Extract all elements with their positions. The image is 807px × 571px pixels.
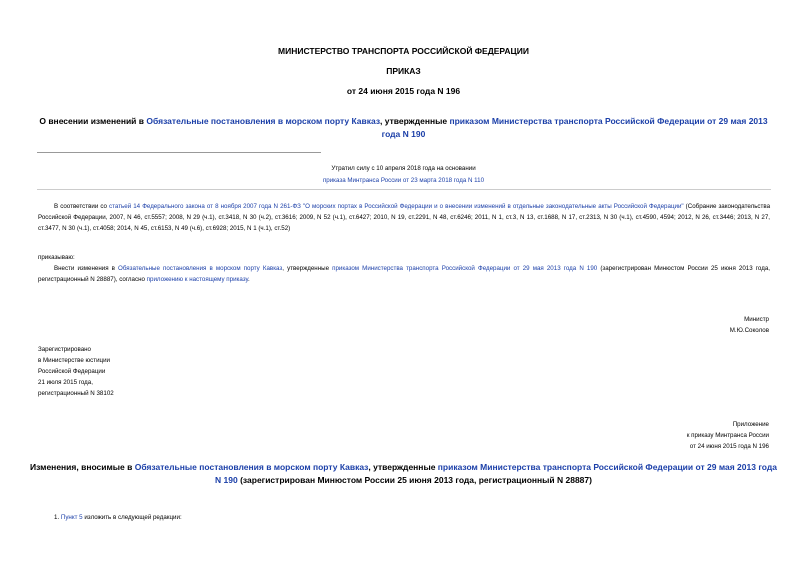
order-text: . <box>248 276 250 283</box>
registration-line: Российской Федерации <box>38 368 106 375</box>
list-item <box>54 512 182 523</box>
appendix-line: к приказу Минтранса России <box>686 432 769 439</box>
preamble-text: В соответствии со <box>54 203 110 210</box>
changes-title <box>30 461 777 487</box>
appendix-link[interactable]: приложению к настоящему приказу <box>146 276 249 283</box>
law-261-link[interactable]: статьей 14 Федерального закона от 8 ноября 2007 года N 261-ФЗ "О морских портах в Российской Федерации и о внесении изменений в отдельные законодательные акты Российской Федерации" <box>109 203 684 210</box>
item-number: 1. <box>54 514 61 521</box>
changes-regulations-link[interactable]: Обязательные постановления в морском порту Кавказ <box>134 462 369 472</box>
registration-line: 21 июля 2015 года, <box>38 379 93 386</box>
title-link-order-190[interactable]: приказом Министерства транспорта Российской Федерации от 29 мая 2013 года N 190 <box>381 116 768 139</box>
title-text: , утвержденные <box>380 116 450 126</box>
item-5-link[interactable]: Пункт 5 <box>60 514 83 521</box>
order-text: (зарегистрирован Минюстом России 25 июня 2013 года, регистрационный N 28887), согласно <box>38 265 770 283</box>
signature-block <box>569 314 769 336</box>
signature-name: М.Ю.Соколов <box>729 327 769 334</box>
order-title <box>30 115 777 141</box>
divider <box>37 189 771 190</box>
registration-line: регистрационный N 38102 <box>38 390 114 397</box>
date-number-heading: от 24 июня 2015 года N 196 <box>346 86 461 96</box>
title-link-regulations[interactable]: Обязательные постановления в морском порту Кавказ <box>146 116 381 126</box>
lost-force-note <box>300 163 507 187</box>
changes-title-text: Изменения, вносимые в <box>30 462 135 472</box>
item-text: изложить в следующей редакции: <box>82 514 182 521</box>
changes-order-190-link[interactable]: приказом Министерства транспорта Российской Федерации от 29 мая 2013 года N 190 <box>215 462 777 485</box>
lost-force-link[interactable]: приказа Минтранса России от 23 марта 2018 года N 110 <box>322 177 485 184</box>
order-paragraph <box>38 263 770 285</box>
registration-line: в Министерстве юстиции <box>38 357 111 364</box>
registration-line: Зарегистрировано <box>38 346 91 353</box>
ministry-heading: МИНИСТЕРСТВО ТРАНСПОРТА РОССИЙСКОЙ ФЕДЕРАЦИИ <box>278 46 529 56</box>
order-word: приказываю: <box>38 254 75 261</box>
preamble-text: (Собрание законодательства Российской Федерации, 2007, N 46, ст.5557; 2008, N 29 (ч.1), ст.3418, N 30 (ч.2), ст.3616; 2009, N 52 (ч.1), ст.6427; 2010, N 19, ст.2291, N 48, ст.6246; 2011, N 1, ст.3, N 13, ст.1688, N 17, ст.2313, N 30 (ч.1), ст.4590, 4594; 2012, N 26, ст.3446; 2013, N 27, ст.3477, N 30 (ч.1), ст.4058; 2014, N 45, ст.6153, N 49 (ч.6), ст.6928; 2015, N 1 (ч.1), ст.52) <box>38 203 771 232</box>
divider <box>37 152 321 153</box>
appendix-line: Приложение <box>732 421 769 428</box>
signature-position: Министр <box>744 316 769 323</box>
regulations-link[interactable]: Обязательные постановления в морском порту Кавказ <box>118 265 283 272</box>
order-text: , утвержденные <box>282 265 333 272</box>
order-text: Внести изменения в <box>54 265 119 272</box>
preamble-paragraph <box>38 201 770 234</box>
title-text: О внесении изменений в <box>39 116 147 126</box>
order-190-link[interactable]: приказом Министерства транспорта Российской Федерации от 29 мая 2013 года N 190 <box>332 265 598 272</box>
doc-type-heading: ПРИКАЗ <box>386 66 421 76</box>
appendix-block <box>569 419 769 452</box>
appendix-line: от 24 июня 2015 года N 196 <box>689 443 769 450</box>
changes-title-text: , утвержденные <box>368 462 438 472</box>
changes-title-text: (зарегистрирован Минюстом России 25 июня 2013 года, регистрационный N 28887) <box>237 475 592 485</box>
lost-force-text: Утратил силу с 10 апреля 2018 года на основании <box>331 165 476 172</box>
registration-block <box>38 344 114 399</box>
